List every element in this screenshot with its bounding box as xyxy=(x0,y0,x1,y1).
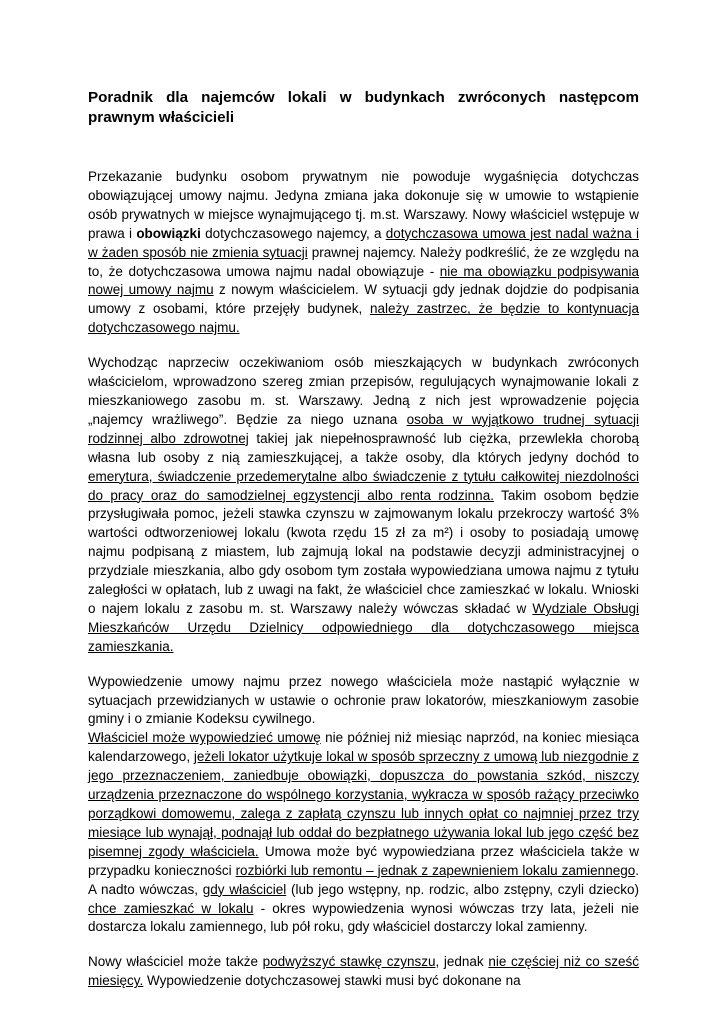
underlined-text: nie ma obowiązku podpisywania nowej umowy najmu xyxy=(88,263,639,298)
text-run: dotychczasowego najemcy, a xyxy=(200,225,386,241)
underlined-text: gdy właściciel xyxy=(202,881,287,897)
text-run: takiej jak niepełnosprawność lub ciężka, przewlekła chorobą własna lub osoby z nią zamieszkującej, a także osoby, dla których jedyny dochód to xyxy=(88,430,639,465)
underlined-text: Właściciel może wypowiedzieć umowę xyxy=(88,730,321,746)
text-run: Wypowiedzenie umowy najmu przez nowego właściciela może nastąpić wyłącznie w sytuacjach przewidzianych w ustawie o ochronie praw lokatorów, mieszkaniowym zasobie gminy i o zmianie Kodeksu cywilnego. xyxy=(88,673,639,727)
text-run: . A nadto wówczas, xyxy=(88,862,639,897)
underlined-text: emerytura, świadczenie przedemerytalne albo świadczenie z tytułu całkowitej niezdolności do pracy oraz do samodzielnej egzystencji albo renta rodzinna. xyxy=(88,468,639,503)
text-run: Wychodząc naprzeciw oczekiwaniom osób mieszkających w budynkach zwróconych właścicielom, wprowadzono szereg zmian przepisów, regulujących wynajmowanie lokali z mieszkaniowego zasobu m. st. Warszawy. Jedną z nich jest wprowadzenie pojęcia „najemcy wrażliwego”. Będzie za niego uznana xyxy=(88,355,639,427)
text-run: (lub jego wstępny, np. rodzic, albo zstępny, czyli dziecko) xyxy=(286,881,639,897)
paragraph-vulnerable-tenant xyxy=(88,354,639,657)
text-run: Nowy właściciel może także xyxy=(88,954,263,970)
underlined-text: nie częściej niż co sześć miesięcy. xyxy=(88,954,639,989)
paragraph-termination-intro xyxy=(88,673,639,730)
paragraph-termination-conditions xyxy=(88,729,639,937)
text-run: Takim osobom będzie przysługiwała pomoc, jeżeli stawka czynszu w zajmowanym lokalu przekroczy wartość 3% wartości odtworzeniowej lokalu (kwota rzędu 15 zł za m²) i osoby to posiadają umowę najmu podpisaną z miastem, lub zajmują lokal na podstawie decyzji administracyjnej o przydziale mieszkania, albo gdy osobom tym została wypowiedziana umowa najmu z tytułu zaległości w opłatach, lub z uwagi na fakt, że właściciel chce zamieszkać w lokalu. Wnioski o najem lokalu z zasobu m. st. Warszawy należy wówczas składać w xyxy=(88,487,639,616)
text-run: - okres wypowiedzenia wynosi wówczas trzy lata, jeżeli nie dostarcza lokalu zamiennego, lub pół roku, gdy właściciel dostarczy lokal zamienny. xyxy=(88,900,640,935)
text-run: Umowa może być wypowiedziana przez właściciela także w przypadku konieczności xyxy=(88,843,640,878)
text-run: prawnej najemcy. Należy podkreślić, że ze względu na to, że dotychczasowa umowa najmu nadal obowiązuje - xyxy=(88,244,639,279)
paragraph-rent-increase xyxy=(88,953,639,991)
text-run: , jednak xyxy=(435,954,489,970)
underlined-text: Wydziale Obsługi Mieszkańców Urzędu Dzielnicy odpowiedniego dla dotychczasowego miejsca zamieszkania. xyxy=(88,600,639,654)
underlined-text: dotychczasowa umowa jest nadal ważna i w żaden sposób nie zmienia sytuacji xyxy=(88,225,639,260)
underlined-text: chce zamieszkać w lokalu xyxy=(88,900,254,916)
paragraph-transfer xyxy=(88,168,639,338)
underlined-text: podwyższyć stawkę czynszu xyxy=(262,954,436,970)
text-run: Wypowiedzenie dotychczasowej stawki musi być dokonane na xyxy=(143,973,521,989)
text-run: z nowym właścicielem. W sytuacji gdy jednak dojdzie do podpisania umowy z osobami, które przejęły budynek, xyxy=(88,282,639,317)
document-title: Poradnik dla najemców lokali w budynkach zwróconych następcom prawnym właścicieli xyxy=(88,89,639,126)
underlined-text: jeżeli lokator użytkuje lokal w sposób sprzeczny z umową lub niezgodnie z jego przeznaczeniem, zaniedbuje obowiązki, dopuszcza do powstania szkód, niszczy urządzenia przeznaczone do wspólnego korzystania, wykracza w sposób rażący przeciwko porządkowi domowemu, zalega z zapłatą czynszu lub innych opłat co najmniej przez trzy miesiące lub wynajął, podnajął lub oddał do bezpłatnego używania lokal lub jego część bez pisemnej zgody właściciela. xyxy=(88,749,639,859)
bold-text: obowiązki xyxy=(136,225,201,241)
underlined-text: rozbiórki lub remontu – jednak z zapewnieniem lokalu zamiennego xyxy=(235,862,636,878)
underlined-text: osoba w wyjątkowo trudnej sytuacji rodzinnej albo zdrowotnej xyxy=(88,411,639,446)
text-run: Przekazanie budynku osobom prywatnym nie powoduje wygaśnięcia dotychczas obowiązującej umowy najmu. Jedyna zmiana jaka dokonuje się w umowie to wstąpienie osób prywatnych w miejsce wynajmującego tj. m.st. Warszawy. Nowy właściciel wstępuje w prawa i xyxy=(88,169,639,241)
text-run: nie później niż miesiąc naprzód, na koniec miesiąca kalendarzowego, xyxy=(88,730,639,765)
underlined-text: należy zastrzec, że będzie to kontynuacja dotychczasowego najmu. xyxy=(88,301,640,336)
